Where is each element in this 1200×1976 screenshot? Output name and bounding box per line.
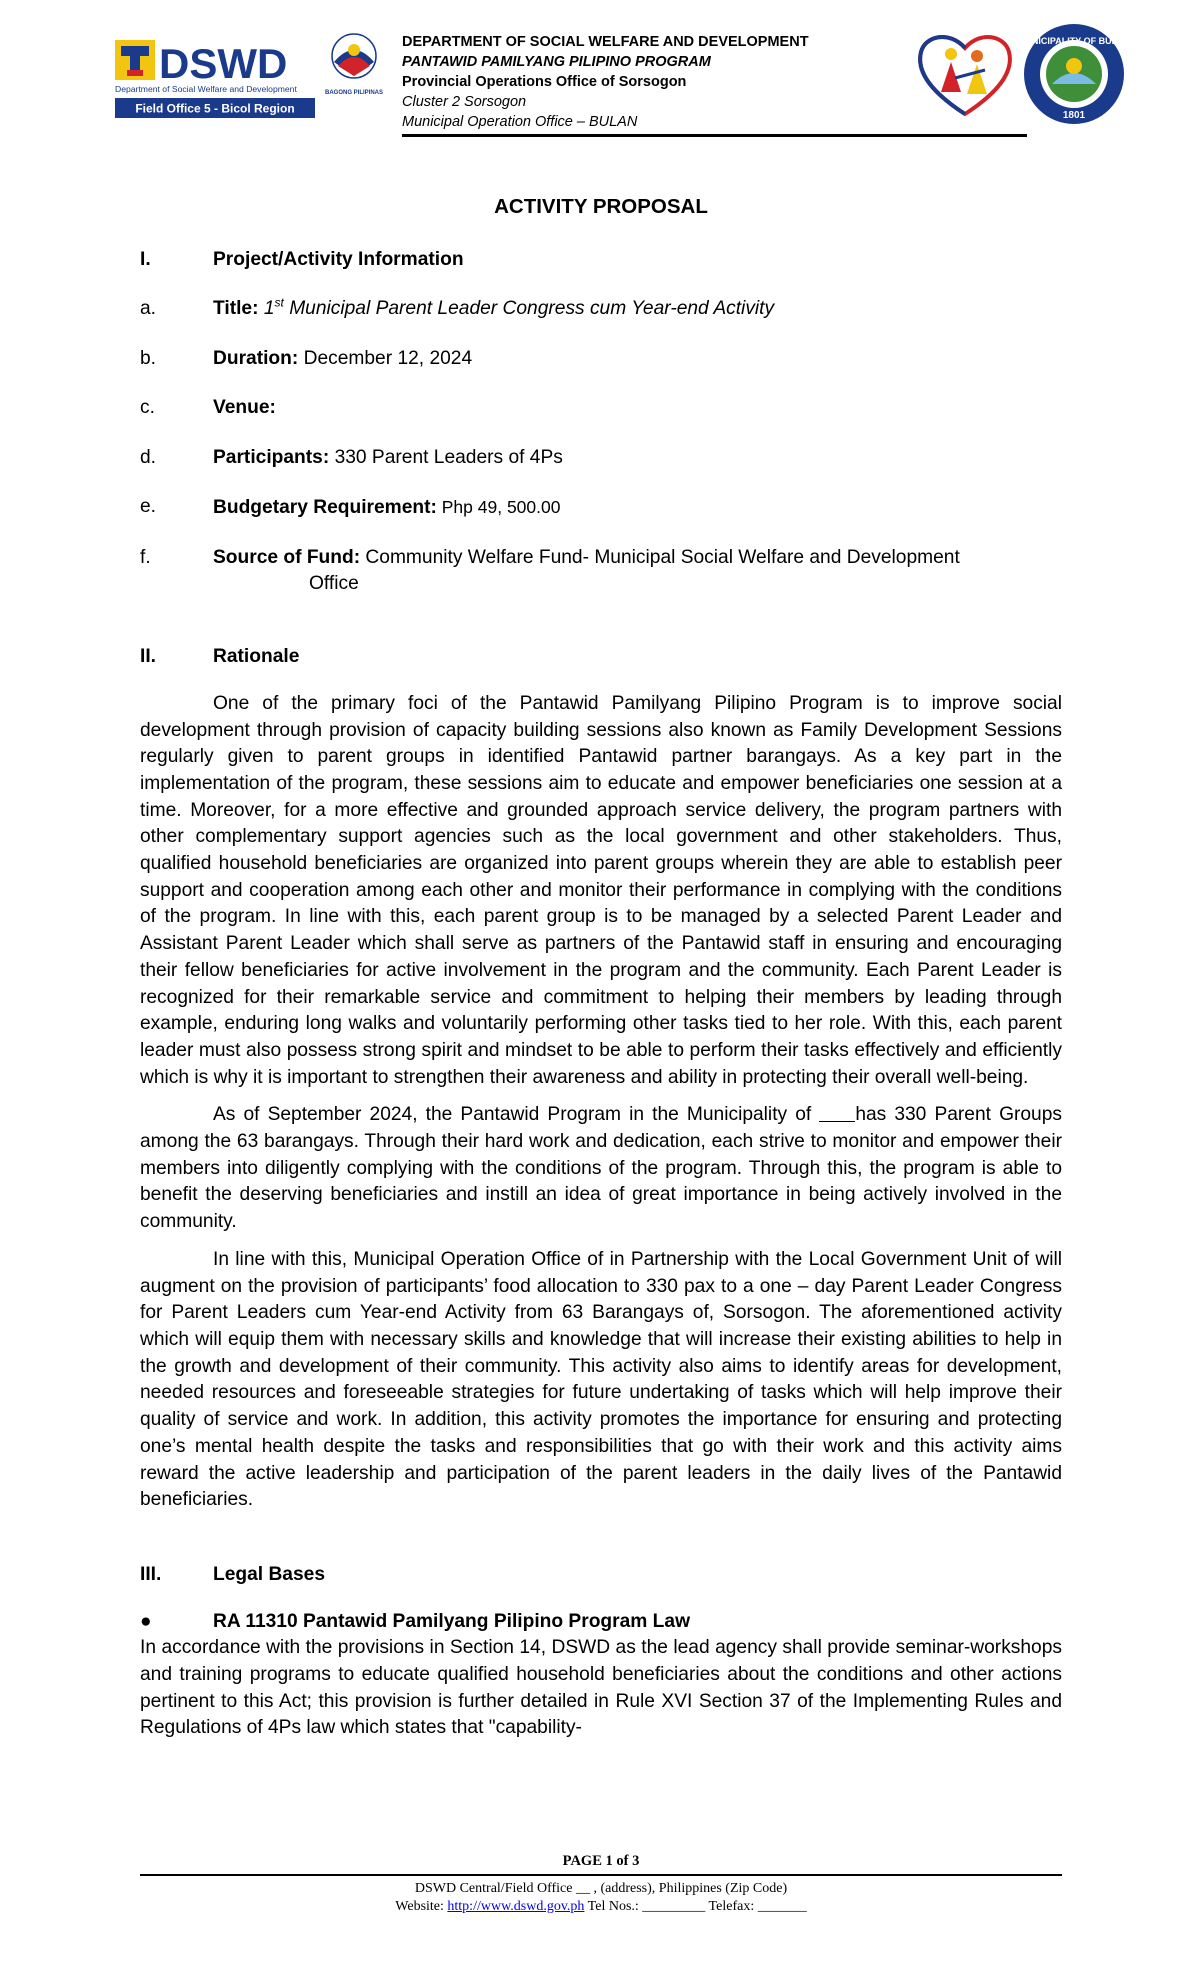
item-value: December 12, 2024 xyxy=(298,347,473,369)
footer-tel: Tel Nos.: _________ Telefax: _______ xyxy=(584,1899,807,1914)
provincial-office: Provincial Operations Office of Sorsogon xyxy=(402,74,687,90)
item-value: Community Welfare Fund- Municipal Social Welfare and Development xyxy=(360,546,960,568)
page-footer xyxy=(140,1852,1062,1916)
item-value: 330 Parent Leaders of 4Ps xyxy=(329,446,563,468)
seal-text: MUNICIPALITY OF BULAN xyxy=(1017,36,1131,46)
rationale-paragraph-3: In line with this, Municipal Operation Office of in Partnership with the Local Government Unit of will augment on the provision of participants’ food allocation to 330 pax to a one – day Parent Leader Congress for Parent Leaders cum Year-end Activity from 63 Barangays of, Sorsogon. The aforementioned activity which will equip them with necessary skills and knowledge that will increase their existing abilities to help in the growth and development of their community. This activity also aims to identify areas for development, needed resources and foreseeable strategies for future undertaking of tasks which will help improve their quality of service and work. In addition, this activity promotes the importance for ensuring and protecting one’s mental health despite the tasks and responsibilities that go with their work and this activity aims reward the active leadership and participation of the parent leaders in the daily lives of the Pantawid beneficiaries. xyxy=(140,1248,1062,1511)
section-title: Rationale xyxy=(213,646,300,668)
footer-address: DSWD Central/Field Office __ , (address), Philippines (Zip Code) xyxy=(414,1881,788,1896)
dswd-logo-subtext: Department of Social Welfare and Development xyxy=(115,84,297,94)
item-label: Duration: xyxy=(213,347,299,369)
dswd-logo-text: DSWD xyxy=(159,40,288,87)
item-label: Participants: xyxy=(213,446,330,468)
cluster-name: Cluster 2 Sorsogon xyxy=(402,94,527,110)
rationale-paragraph-2: As of September 2024, the Pantawid Program in the Municipality of has 330 Parent Groups among the 63 barangays. Through their hard work and dedication, each strive to monitor and empower their members into diligently complying with the conditions of the program. Through this, the program is able to benefit the deserving beneficiaries and instill an idea of great importance in being actively involved in the community. xyxy=(140,1104,1062,1233)
page-number: PAGE 1 of 3 xyxy=(562,1853,640,1869)
item-title xyxy=(140,296,1062,323)
item-duration xyxy=(140,346,1062,373)
section-3-heading xyxy=(140,1562,1062,1589)
document-body xyxy=(140,188,1062,1753)
field-office-badge: Field Office 5 - Bicol Region xyxy=(135,101,295,116)
section-title: Project/Activity Information xyxy=(213,248,464,270)
municipal-office: Municipal Operation Office – BULAN xyxy=(402,114,638,130)
section-number: I. xyxy=(140,248,151,270)
item-venue xyxy=(140,395,1062,422)
item-label: Venue: xyxy=(213,397,276,419)
item-marker: c. xyxy=(140,397,155,419)
heart-family-logo xyxy=(915,30,1015,118)
legal-basis-title: RA 11310 Pantawid Pamilyang Pilipino Program Law xyxy=(213,1610,690,1632)
seal-year: 1801 xyxy=(1062,110,1086,121)
legal-basis-paragraph: In accordance with the provisions in Section 14, DSWD as the lead agency shall provide seminar-workshops and training programs to educate qualified household beneficiaries about the conditions and other actions pertinent to this Act; this provision is further detailed in Rule XVI Section 37 of the Implementing Rules and Regulations of 4Ps law which states that "capability- xyxy=(140,1637,1062,1739)
footer-divider xyxy=(140,1874,1062,1876)
section-2-heading xyxy=(140,644,1062,671)
website-link[interactable]: http://www.dswd.gov.ph xyxy=(447,1899,585,1914)
item-label: Source of Fund: xyxy=(213,546,361,568)
bullet-icon: ● xyxy=(140,1610,152,1632)
program-name: PANTAWID PAMILYANG PILIPINO PROGRAM xyxy=(402,54,711,70)
bagong-pilipinas-text: BAGONG PILIPINAS xyxy=(324,90,384,96)
item-source-of-fund xyxy=(140,545,1062,572)
dswd-logo xyxy=(113,34,318,124)
header-divider xyxy=(402,134,1027,137)
item-budget xyxy=(140,494,1062,522)
item-label: Budgetary Requirement: xyxy=(213,497,437,519)
section-1-heading xyxy=(140,247,1062,274)
item-participants xyxy=(140,445,1062,472)
document-title: ACTIVITY PROPOSAL xyxy=(494,195,708,218)
item-marker: d. xyxy=(140,446,157,468)
bagong-pilipinas-logo xyxy=(324,32,384,100)
item-marker: f. xyxy=(140,546,151,568)
legal-basis-bullet xyxy=(140,1609,1062,1636)
item-marker: a. xyxy=(140,298,157,320)
blank-line xyxy=(819,1103,855,1122)
rationale-paragraph-1: One of the primary foci of the Pantawid Pamilyang Pilipino Program is to improve social development through provision of capacity building sessions also known as Family Development Sessions regularly given to parent groups in identified Pantawid partner barangays. As a key part in the implementation of the program, these sessions aim to educate and empower beneficiaries one session at a time. Moreover, for a more effective and grounded approach service delivery, the program partners with other complementary support agencies such as the local government and other stakeholders. Thus, qualified household beneficiaries are organized into parent groups wherein they are able to establish peer support and cooperation among each other and monitor their performance in complying with the conditions of the program. In line with this, each parent group is to be managed by a selected Parent Leader and Assistant Parent Leader which shall serve as partners of the Pantawid staff in ensuring and encouraging their fellow beneficiaries for active involvement in the program and the community. Each Parent Leader is recognized for their remarkable service and commitment to helping their members by leading through example, enduring long walks and voluntarily performing other tasks tied to her role. With this, each parent leader must also possess strong spirit and mindset to be able to perform their tasks effectively and efficiently which is why it is important to strengthen their awareness and ability in protecting their overall well-being. xyxy=(140,692,1062,1088)
item-value: Php 49, 500.00 xyxy=(436,497,561,518)
item-marker: b. xyxy=(140,347,157,369)
department-name: DEPARTMENT OF SOCIAL WELFARE AND DEVELOPMENT xyxy=(402,34,809,50)
item-value-continued: Office xyxy=(309,573,359,595)
office-address-block xyxy=(402,32,809,132)
letterhead xyxy=(0,0,1200,150)
section-number: III. xyxy=(140,1563,162,1585)
section-number: II. xyxy=(140,646,156,668)
item-marker: e. xyxy=(140,496,157,518)
section-title: Legal Bases xyxy=(213,1563,325,1585)
footer-contact: Website: http://www.dswd.gov.ph Tel Nos.: _________ Telefax: _______ xyxy=(395,1899,807,1914)
municipality-seal xyxy=(1017,22,1131,126)
item-label: Title: xyxy=(213,298,259,320)
item-value: 1st Municipal Parent Leader Congress cum Year-end Activity xyxy=(263,295,775,320)
